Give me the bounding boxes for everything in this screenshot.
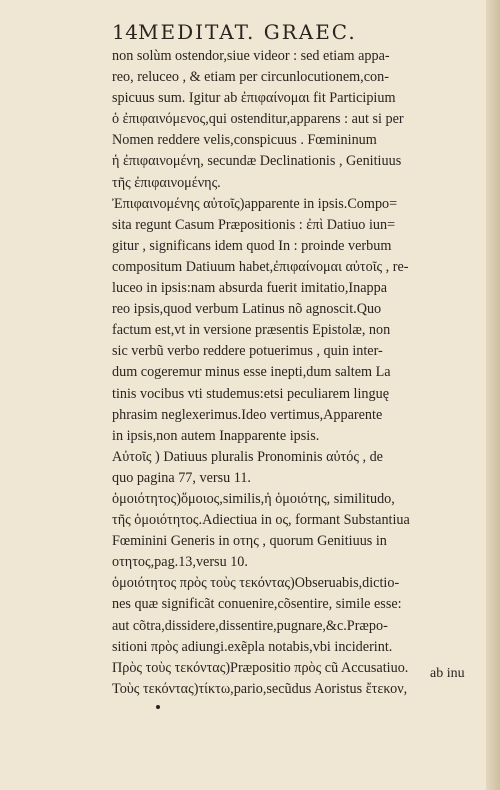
text-line: tinis vocibus vti studemus:etsi peculiarem linguę bbox=[112, 385, 390, 402]
running-head: MEDITAT. GRAEC. bbox=[138, 20, 357, 44]
text-line: ἡ ἐπιφαινομένη, secundæ Declinationis , Genitiuus bbox=[112, 153, 402, 170]
text-line: compositum Datiuum habet,ἐπιφαίνομαι αὐτοῖς , re- bbox=[112, 258, 409, 275]
page-edge bbox=[486, 0, 500, 790]
text-line: Πρὸς τοὺς τεκόντας)Præpositio πρὸς cũ Accusatiuo. bbox=[112, 659, 409, 676]
text-line: sic verbũ verbo reddere potuerimus , quin inter- bbox=[112, 343, 383, 360]
text-line: luceo in ipsis:nam absurda fuerit imitatio,Inappa bbox=[112, 280, 388, 297]
text-line: nes quæ significãt conuenire,cõsentire, simile esse: bbox=[112, 596, 402, 613]
text-line: aut cõtra,dissidere,dissentire,pugnare,&c.Præpo- bbox=[112, 617, 388, 634]
text-line: quo pagina 77, versu 11. bbox=[112, 469, 251, 486]
catchword: ab inu bbox=[430, 666, 465, 681]
text-line: in ipsis,non autem Inapparente ipsis. bbox=[112, 427, 320, 444]
text-line: Ἐπιφαινομένης αὐτοῖς)apparente in ipsis.Compo= bbox=[112, 195, 398, 212]
text-line: Nomen reddere velis,conspicuus . Fœmininum bbox=[112, 132, 377, 149]
text-line: ὁμοιότητος)ὅμοιος,similis,ἡ ὁμοιότης, similitudo, bbox=[112, 490, 395, 507]
text-line: gitur , significans idem quod In : proinde verbum bbox=[112, 237, 392, 254]
text-line: reo ipsis,quod verbum Latinus nõ agnoscit.Quo bbox=[112, 301, 382, 318]
page-header bbox=[112, 20, 472, 46]
text-line: τῆς ὁμοιότητος.Adiectiua in ος, formant Substantiua bbox=[112, 512, 410, 529]
text-line: factum est,vt in versione præsentis Epistolæ, non bbox=[112, 322, 391, 339]
page-number: 14 bbox=[112, 20, 139, 44]
text-line: ὁ ἐπιφαινόμενος,qui ostenditur,apparens : aut si per bbox=[112, 111, 404, 128]
text-line: sitioni πρὸς adiungi.exẽpla notabis,vbi inciderint. bbox=[112, 638, 393, 655]
text-line: Fœminini Generis in οτης , quorum Genitiuus in bbox=[112, 533, 387, 550]
text-line: sita regunt Casum Præpositionis : ἐπὶ Datiuo iun= bbox=[112, 216, 396, 233]
ink-dot bbox=[156, 705, 160, 709]
text-line: spicuus sum. Igitur ab ἐπιφαίνομαι fit Participium bbox=[112, 90, 396, 107]
text-line: Τοὺς τεκόντας)τίκτω,pario,secũdus Aoristus ἔτεκον, bbox=[112, 680, 408, 697]
text-line: ὁμοιότητος πρὸς τοὺς τεκόντας)Obseruabis,dictio- bbox=[112, 575, 400, 592]
text-line: τῆς ἐπιφαινομένης. bbox=[112, 174, 221, 191]
text-line: dum cogeremur minus esse inepti,dum saltem La bbox=[112, 364, 391, 381]
body-text bbox=[112, 46, 474, 700]
text-line: Αὐτοῖς ) Datiuus pluralis Pronominis αὐτός , de bbox=[112, 448, 383, 465]
text-line: reo, reluceo , & etiam per circunlocutionem,con- bbox=[112, 69, 389, 86]
text-line: phrasim neglexerimus.Ideo vertimus,Apparente bbox=[112, 406, 383, 423]
text-line: non solùm ostendor,siue videor : sed etiam appa- bbox=[112, 48, 390, 64]
text-line: οτητος,pag.13,versu 10. bbox=[112, 554, 248, 571]
